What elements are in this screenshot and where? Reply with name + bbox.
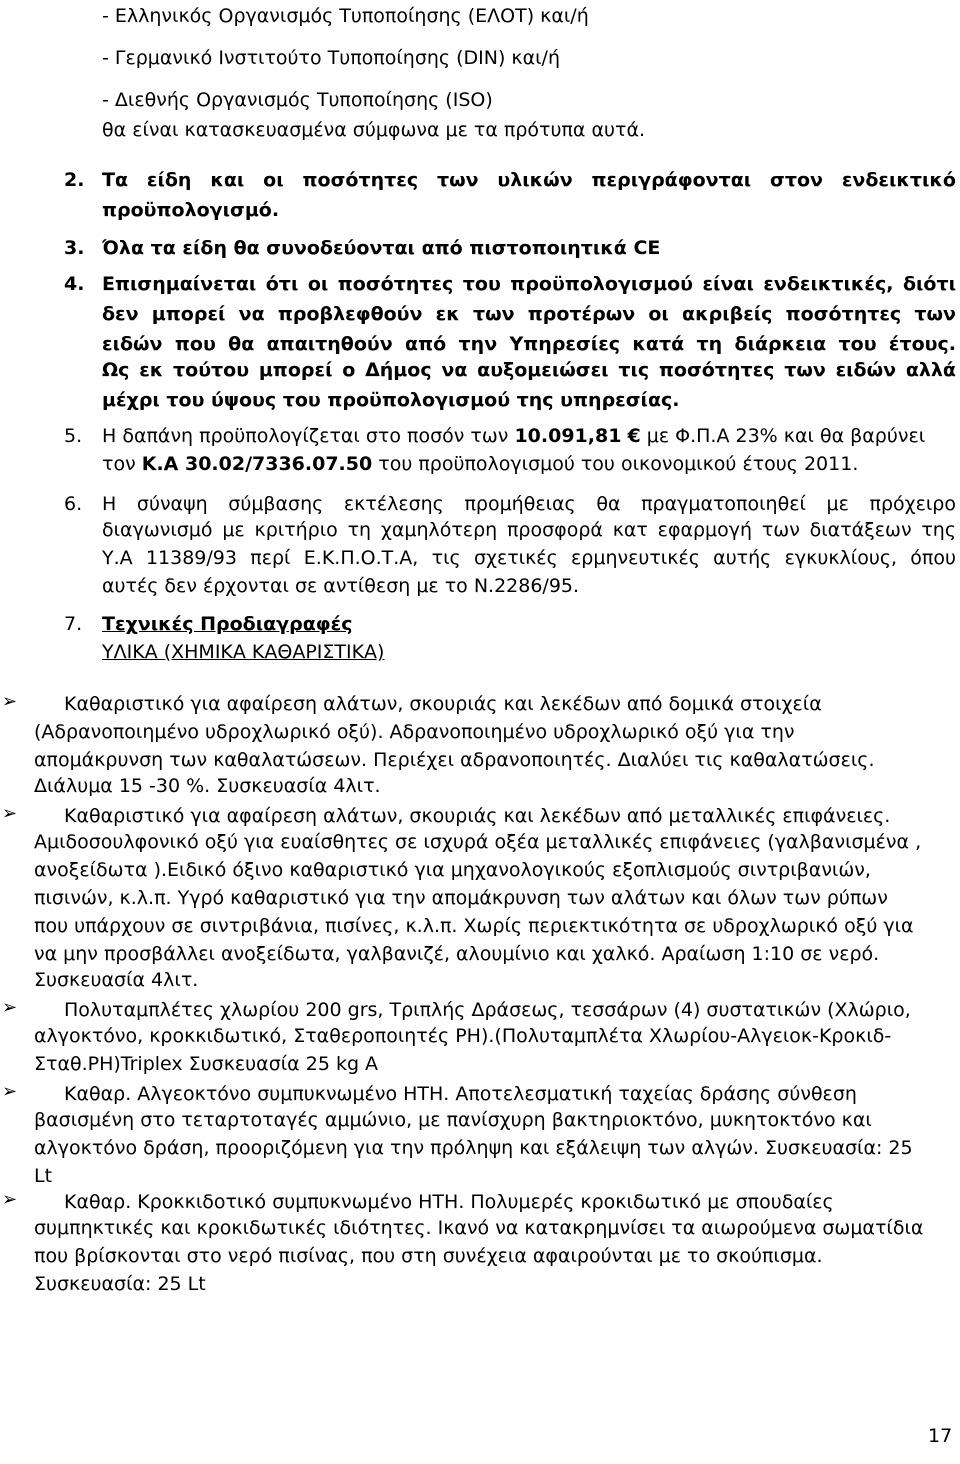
product-4-line-2: βασισμένη στο τεταρτοταγές αμμώνιο, με πανίσχυρη βακτηριοκτόνο, μυκητοκτόνο και — [34, 1109, 872, 1131]
product-2-line-7: Συσκευασία 4λιτ. — [34, 969, 199, 991]
materials-subtitle: ΥΛΙΚΑ (ΧΗΜΙΚΑ ΚΑΘΑΡΙΣΤΙΚΑ) — [102, 641, 385, 663]
item-7-number: 7. — [64, 613, 83, 635]
item-4-number: 4. — [64, 273, 85, 295]
item-6-line-1: Η σύναψη σύμβασης εκτέλεσης προμήθειας θα πραγματοποιηθεί με πρόχειρο — [102, 493, 956, 515]
arrow-bullet-icon: ➢ — [2, 803, 18, 824]
product-4-line-1: Καθαρ. Αλγεοκτόνο συμπυκνωμένο ΗΤΗ. Αποτελεσματική ταχείας δράσης σύνθεση — [64, 1083, 857, 1105]
arrow-bullet-icon: ➢ — [2, 1189, 18, 1210]
intro-line-standards: θα είναι κατασκευασμένα σύμφωνα με τα πρότυπα αυτά. — [102, 119, 646, 141]
technical-specs-title: Τεχνικές Προδιαγραφές — [102, 613, 353, 635]
product-1-line-3: απομάκρυνση των καθαλατώσεων. Περιέχει αδρανοποιητές. Διαλύει τις καθαλατώσεις. — [34, 749, 875, 771]
item-3-number: 3. — [64, 237, 85, 259]
product-2-line-3: ανοξείδωτα ).Ειδικό όξινο καθαριστικό για μηχανολογικούς εξοπλισμούς σιντριβανιών, — [34, 859, 871, 881]
product-5-line-2: συμπηκτικές και κροκιδωτικές ιδιότητες. Ικανό να κατακρημνίσει τα αιωρούμενα σωματίδια — [34, 1217, 924, 1239]
product-5-line-1: Καθαρ. Κροκκιδοτικό συμπυκνωμένο ΗΤΗ. Πολυμερές κροκιδωτικό με σπουδαίες — [64, 1191, 834, 1213]
item-5-number: 5. — [64, 425, 83, 447]
product-3-line-3: Σταθ.PH)Triplex Συσκευασία 25 kg A — [34, 1053, 379, 1075]
product-3-line-1: Πολυταμπλέτες χλωρίου 200 grs, Τριπλής Δράσεως, τεσσάρων (4) συστατικών (Χλώριο, — [64, 999, 911, 1021]
item-4-line-5: μέχρι του ύψους του προϋπολογισμού της υπηρεσίας. — [102, 389, 680, 411]
item-2-line-1: Τα είδη και οι ποσότητες των υλικών περιγράφονται στον ενδεικτικό — [102, 169, 956, 191]
product-1-line-2: (Αδρανοποιημένο υδροχλωρικό οξύ). Αδρανοποιημένο υδροχλωρικό οξύ για την — [34, 721, 795, 743]
product-1-line-4: Διάλυμα 15 -30 %. Συσκευασία 4λιτ. — [34, 775, 381, 797]
item-4-line-1: Επισημαίνεται ότι οι ποσότητες του προϋπολογισμού είναι ενδεικτικές, διότι — [102, 273, 956, 295]
page-number: 17 — [928, 1425, 953, 1447]
arrow-bullet-icon: ➢ — [2, 997, 18, 1018]
product-2-line-2: Αμιδοσουλφονικό οξύ για ευαίσθητες σε ισχυρά οξέα μεταλλικές επιφάνειες (γαλβανισμένα , — [34, 831, 922, 853]
budget-code: Κ.Α 30.02/7336.07.50 — [141, 453, 373, 475]
product-4-line-4: Lt — [34, 1165, 53, 1187]
product-5-line-3: που βρίσκονται στο νερό πισίνας, που στη συνέχεια αφαιρούνται με το σκούπισμα. — [34, 1245, 823, 1267]
product-5-line-4: Συσκευασία: 25 Lt — [34, 1273, 206, 1295]
product-2-line-1: Καθαριστικό για αφαίρεση αλάτων, σκουριάς και λεκέδων από μεταλλικές επιφάνειες. — [64, 805, 891, 827]
euro-icon: € — [627, 425, 641, 447]
product-2-line-4: πισινών, κ.λ.π. Υγρό καθαριστικό για την απομάκρυνση των αλάτων και όλων των ρύπων — [34, 887, 888, 909]
product-4-line-3: αλγοκτόνο δράση, προοριζόμενη για την πρόληψη και εξάλειψη των αλγών. Συσκευασία: 25 — [34, 1137, 913, 1159]
product-2-line-6: να μην προσβάλλει ανοξείδωτα, γαλβανιζέ, αλουμίνιο και χαλκό. Αραίωση 1:10 σε νερό. — [34, 943, 880, 965]
item-5-line-1: Η δαπάνη προϋπολογίζεται στο ποσόν των 10.091,81 € με Φ.Π.Α 23% και θα βαρύνει — [102, 425, 926, 447]
item-3-line-1: Όλα τα είδη θα συνοδεύονται από πιστοποιητικά CE — [102, 237, 661, 259]
intro-line-elot: - Ελληνικός Οργανισμός Τυποποίησης (ΕΛΟΤ) και/ή — [102, 5, 589, 27]
intro-line-iso: - Διεθνής Οργανισμός Τυποποίησης (ISO) — [102, 89, 493, 111]
item-6-number: 6. — [64, 493, 83, 515]
item-2-line-2: προϋπολογισμό. — [102, 199, 280, 221]
item-5-line-2: τον Κ.Α 30.02/7336.07.50 του προϋπολογισμού του οικονομικού έτους 2011. — [102, 453, 859, 475]
item-4-line-3: ειδών που θα απαιτηθούν από την Υπηρεσίες κατά τη διάρκεια του έτους. — [102, 333, 956, 355]
item-2-number: 2. — [64, 169, 85, 191]
intro-line-din: - Γερμανικό Ινστιτούτο Τυποποίησης (DIN) και/ή — [102, 47, 560, 69]
item-6-line-4: αυτές δεν έρχονται σε αντίθεση με το Ν.2286/95. — [102, 575, 580, 597]
item-6-line-2: διαγωνισμό με κριτήριο τη χαμηλότερη προσφορά κατ εφαρμογή των διατάξεων της — [102, 519, 956, 541]
item-4-line-4: Ως εκ τούτου μπορεί ο Δήμος να αυξομειώσει τις ποσότητες των ειδών αλλά — [102, 359, 956, 381]
arrow-bullet-icon: ➢ — [2, 1081, 18, 1102]
amount-value: 10.091,81 — [514, 425, 622, 447]
product-2-line-5: που υπάρχουν σε σιντριβάνια, πισίνες, κ.λ.π. Χωρίς περιεκτικότητα σε υδροχλωρικό οξύ για — [34, 915, 914, 937]
product-3-line-2: αλγοκτόνο, κροκκιδωτικό, Σταθεροποιητές PH).(Πολυταμπλέτα Χλωρίου-Αλγειοκ-Κροκιδ- — [34, 1025, 892, 1047]
arrow-bullet-icon: ➢ — [2, 691, 18, 712]
product-1-line-1: Καθαριστικό για αφαίρεση αλάτων, σκουριάς και λεκέδων από δομικά στοιχεία — [64, 693, 822, 715]
item-6-line-3: Υ.Α 11389/93 περί Ε.Κ.Π.Ο.Τ.Α, τις σχετικές ερμηνευτικές αυτής εγκυκλίους, όπου — [102, 547, 956, 569]
item-4-line-2: δεν μπορεί να προβλεφθούν εκ των προτέρων οι ακριβείς ποσότητες των — [102, 303, 956, 325]
